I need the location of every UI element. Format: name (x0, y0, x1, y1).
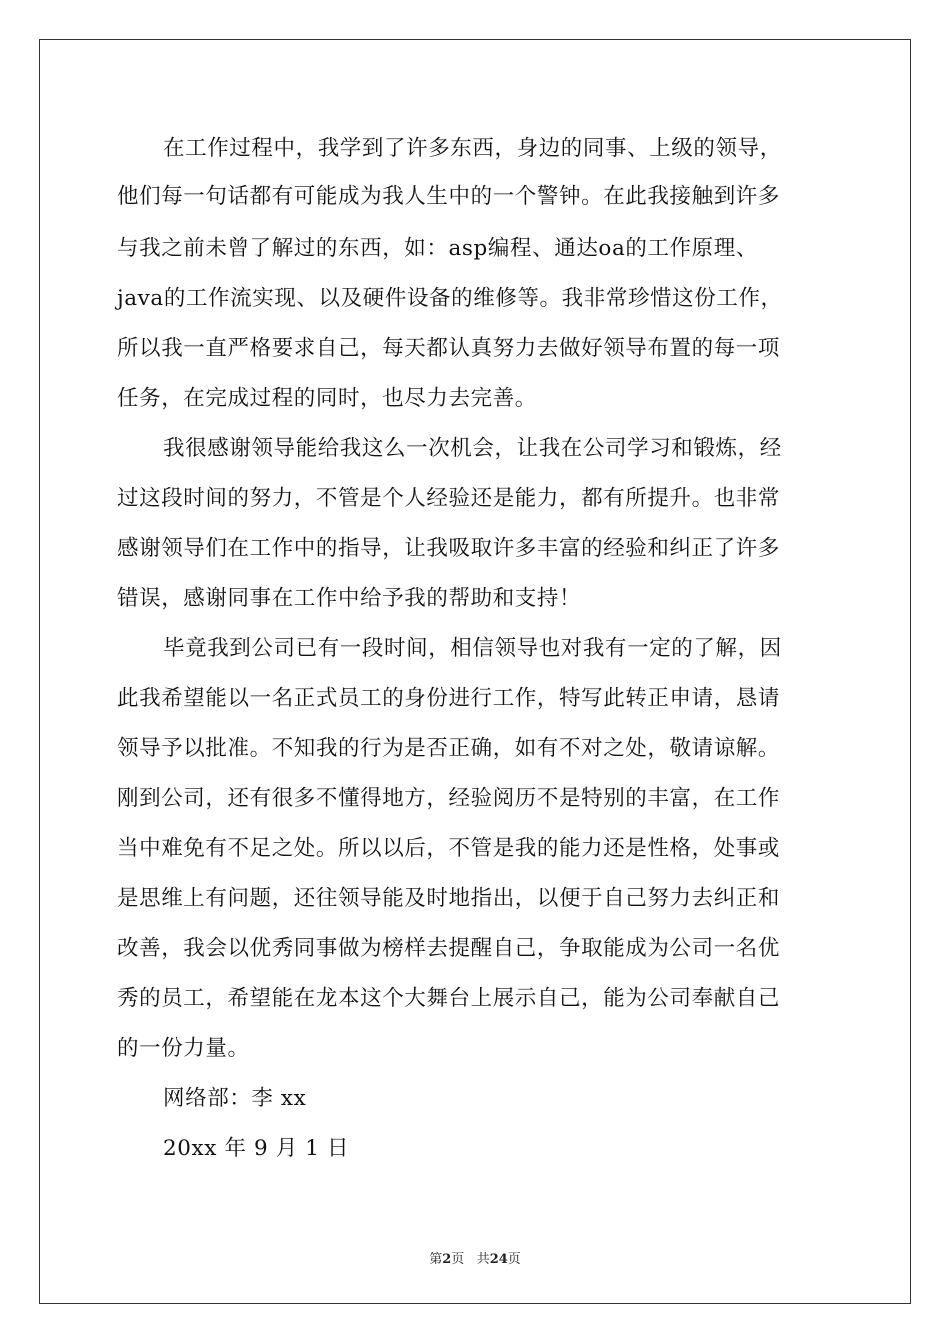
page-suffix: 页 (451, 1252, 465, 1267)
paragraph-line: 我很感谢领导能给我这么一次机会，让我在公司学习和锻炼，经 (163, 436, 782, 461)
paragraph-line: 在工作过程中，我学到了许多东西，身边的同事、上级的领导， (163, 136, 782, 161)
paragraph-line: 所以我一直严格要求自己，每天都认真努力去做好领导布置的每一项 (117, 336, 781, 361)
page-number: 2 (442, 1252, 452, 1267)
paragraph-line: 当中难免有不足之处。所以以后，不管是我的能力还是性格，处事或 (117, 836, 781, 861)
paragraph-line: 是思维上有问题，还往领导能及时地指出，以便于自己努力去纠正和 (117, 886, 781, 911)
total-pages: 24 (489, 1252, 508, 1267)
paragraph-line: 过这段时间的努力，不管是个人经验还是能力，都有所提升。也非常 (117, 486, 781, 511)
paragraph-line: 领导予以批准。不知我的行为是否正确，如有不对之处，敬请谅解。 (117, 736, 781, 761)
paragraph-line: 改善，我会以优秀同事做为榜样去提醒自己，争取能成为公司一名优 (117, 936, 781, 961)
paragraph-line: 刚到公司，还有很多不懂得地方，经验阅历不是特别的丰富，在工作 (117, 786, 781, 811)
paragraph-line: 秀的员工，希望能在龙本这个大舞台上展示自己，能为公司奉献自己 (117, 986, 781, 1011)
total-suffix: 页 (507, 1252, 521, 1267)
paragraph-line: 感谢领导们在工作中的指导，让我吸取许多丰富的经验和纠正了许多 (117, 536, 781, 561)
paragraph-line: 他们每一句话都有可能成为我人生中的一个警钟。在此我接触到许多 (117, 184, 781, 209)
paragraph-line: 此我希望能以一名正式员工的身份进行工作，特写此转正申请，恳请 (117, 686, 781, 711)
paragraph-line: java的工作流实现、以及硬件设备的维修等。我非常珍惜这份工作， (117, 286, 783, 311)
paragraph-line: 与我之前未曾了解过的东西，如：asp编程、通达oa的工作原理、 (117, 236, 758, 261)
signature-department: 网络部：李 xx (163, 1086, 307, 1111)
document-date: 20xx 年 9 月 1 日 (163, 1136, 350, 1161)
paragraph-line: 的一份力量。 (117, 1036, 250, 1061)
page-footer (0, 1248, 950, 1267)
paragraph-line: 错误，感谢同事在工作中给予我的帮助和支持！ (117, 586, 582, 611)
total-prefix: 共 (476, 1252, 490, 1267)
page-border (39, 39, 911, 1304)
paragraph-line: 毕竟我到公司已有一段时间，相信领导也对我有一定的了解，因 (163, 636, 782, 661)
paragraph-line: 任务，在完成过程的同时，也尽力去完善。 (117, 386, 537, 411)
page-prefix: 第 (429, 1252, 443, 1267)
